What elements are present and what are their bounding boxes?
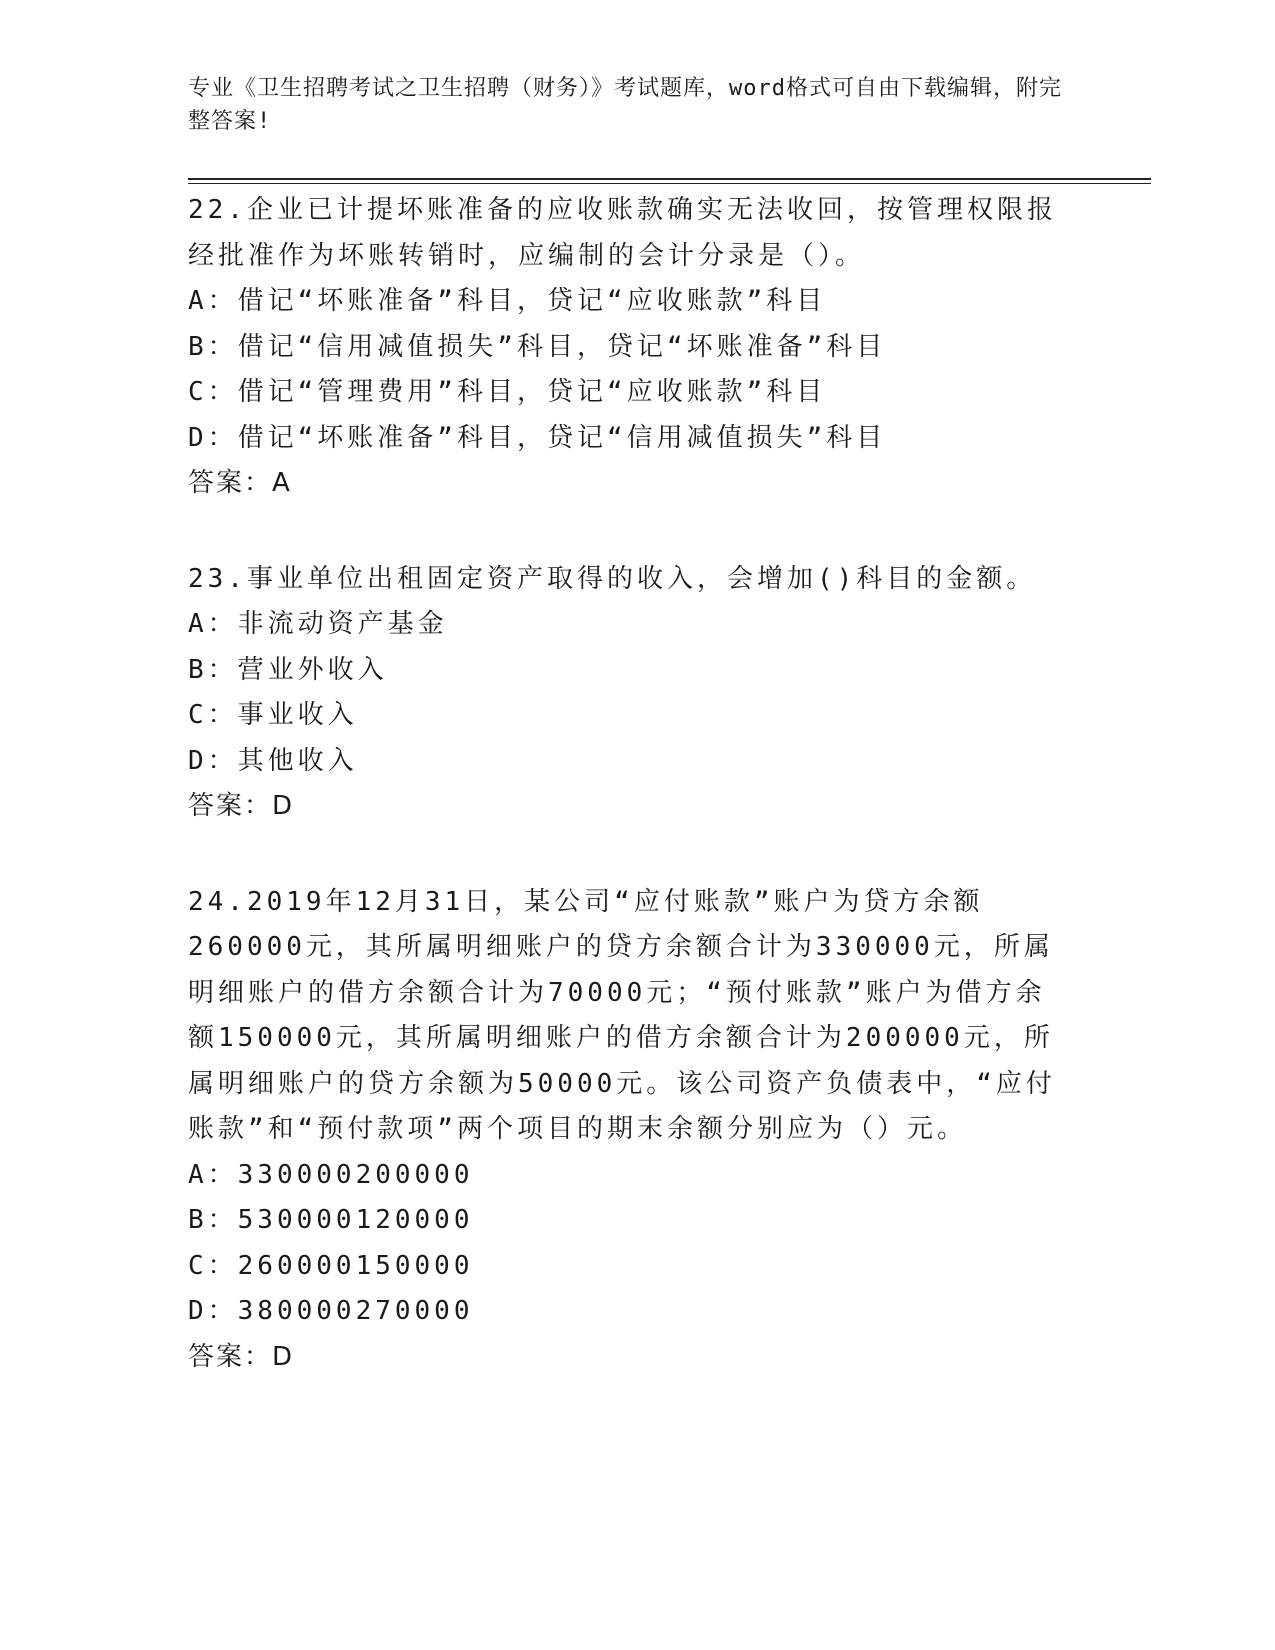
answer-line: 答案：D <box>188 791 295 821</box>
question-list <box>188 188 1088 1430</box>
option-b: B：营业外收入 <box>188 654 388 685</box>
question-22 <box>188 188 1088 507</box>
header-divider <box>188 178 1151 184</box>
document-header: 专业《卫生招聘考试之卫生招聘（财务）》考试题库，word格式可自由下载编辑，附完整答案! <box>188 76 1062 134</box>
question-stem: 24.2019年12月31日，某公司“应付账款”账户为贷方余额260000元，其所属明细账户的贷方余额合计为330000元，所属明细账户的借方余额合计为70000元；“预付账款”账户为借方余额150000元，其所属明细账户的借方余额合计为200000元，所属明细账户的贷方余额为50000元。该公司资产负债表中，“应付账款”和“预付款项”两个项目的期末余额分别应为（）元。 <box>188 886 1056 1144</box>
option-a: A：非流动资产基金 <box>188 609 448 639</box>
option-d: D：借记“坏账准备”科目，贷记“信用减值损失”科目 <box>188 422 887 453</box>
answer-line: 答案：D <box>188 1341 295 1372</box>
question-stem: 23.事业单位出租固定资产取得的收入，会增加()科目的金额。 <box>188 563 1037 594</box>
question-stem: 22.企业已计提坏账准备的应收账款确实无法收回，按管理权限报经批准作为坏账转销时，应编制的会计分录是（）。 <box>188 195 1057 271</box>
answer-line: 答案：A <box>188 468 292 498</box>
option-c: C：借记“管理费用”科目，贷记“应收账款”科目 <box>188 377 827 407</box>
option-b: B：530000120000 <box>188 1205 474 1235</box>
option-a: A：借记“坏账准备”科目，贷记“应收账款”科目 <box>188 286 827 316</box>
question-23 <box>188 557 1088 830</box>
option-d: D：380000270000 <box>188 1296 474 1326</box>
option-b: B：借记“信用减值损失”科目，贷记“坏账准备”科目 <box>188 331 887 362</box>
option-c: C：260000150000 <box>188 1250 474 1281</box>
option-d: D：其他收入 <box>188 745 358 776</box>
option-c: C：事业收入 <box>188 700 358 730</box>
option-a: A：330000200000 <box>188 1159 474 1190</box>
question-24 <box>188 880 1088 1381</box>
